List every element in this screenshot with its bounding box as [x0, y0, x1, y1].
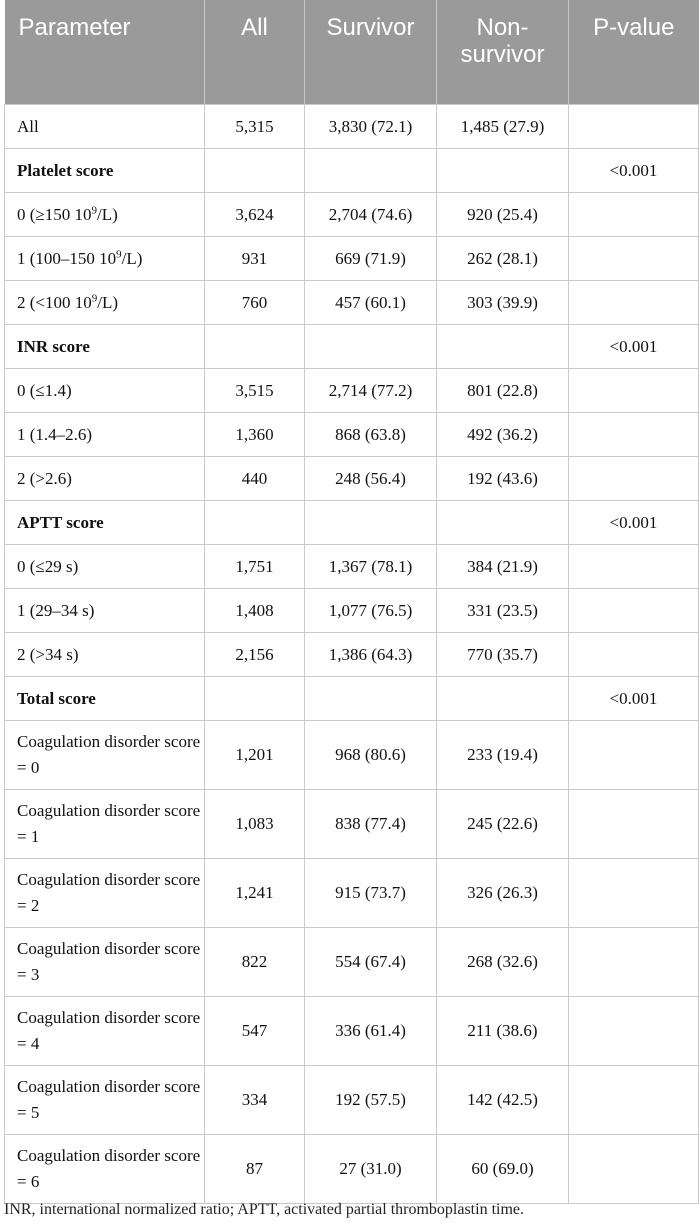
param-cell: 1 (29–34 s)	[5, 589, 205, 633]
param-cell: Coagulation disorder score = 4	[5, 997, 205, 1066]
table-row	[5, 589, 699, 633]
p-value-cell	[569, 105, 699, 149]
survivor-cell: 554 (67.4)	[305, 928, 437, 997]
survivor-cell	[305, 677, 437, 721]
all-cell: 1,201	[205, 721, 305, 790]
section-heading-cell: INR score	[5, 325, 205, 369]
non-survivor-cell	[437, 149, 569, 193]
table-footnote: INR, international normalized ratio; APTT, activated partial thromboplastin time.	[4, 1201, 525, 1218]
p-value-cell	[569, 545, 699, 589]
param-cell: Coagulation disorder score = 0	[5, 721, 205, 790]
table-row	[5, 325, 699, 369]
table-row	[5, 501, 699, 545]
survivor-cell: 1,367 (78.1)	[305, 545, 437, 589]
survivor-cell: 2,714 (77.2)	[305, 369, 437, 413]
non-survivor-cell: 331 (23.5)	[437, 589, 569, 633]
survivor-cell	[305, 149, 437, 193]
all-cell	[205, 149, 305, 193]
survivor-cell: 669 (71.9)	[305, 237, 437, 281]
p-value-cell	[569, 1066, 699, 1135]
non-survivor-cell	[437, 677, 569, 721]
non-survivor-cell: 770 (35.7)	[437, 633, 569, 677]
table-header-row	[5, 0, 699, 105]
param-cell: Coagulation disorder score = 6	[5, 1135, 205, 1204]
table-row	[5, 545, 699, 589]
p-value-cell	[569, 193, 699, 237]
p-value-cell	[569, 928, 699, 997]
survivor-cell: 336 (61.4)	[305, 997, 437, 1066]
param-cell: 1 (100–150 $10^9/L$)	[5, 237, 205, 281]
non-survivor-cell: 1,485 (27.9)	[437, 105, 569, 149]
table-row	[5, 790, 699, 859]
p-value-cell	[569, 633, 699, 677]
header-p-value: P-value	[569, 0, 699, 105]
p-value-cell	[569, 281, 699, 325]
all-cell: 547	[205, 997, 305, 1066]
non-survivor-cell: 384 (21.9)	[437, 545, 569, 589]
param-cell: Coagulation disorder score = 1	[5, 790, 205, 859]
param-cell: 1 (1.4–2.6)	[5, 413, 205, 457]
all-cell: 1,083	[205, 790, 305, 859]
survivor-cell	[305, 325, 437, 369]
param-cell: 2 (>34 s)	[5, 633, 205, 677]
p-value-cell: <0.001	[569, 325, 699, 369]
p-value-cell: <0.001	[569, 677, 699, 721]
table-row	[5, 457, 699, 501]
all-cell: 1,751	[205, 545, 305, 589]
all-cell: 3,624	[205, 193, 305, 237]
header-survivor: Survivor	[305, 0, 437, 105]
table-row	[5, 928, 699, 997]
table-row	[5, 369, 699, 413]
all-cell: 334	[205, 1066, 305, 1135]
header-parameter: Parameter	[5, 0, 205, 105]
all-cell: 87	[205, 1135, 305, 1204]
p-value-cell	[569, 237, 699, 281]
all-cell: 931	[205, 237, 305, 281]
results-table	[4, 0, 699, 1204]
p-value-cell	[569, 997, 699, 1066]
table-row	[5, 105, 699, 149]
non-survivor-cell: 801 (22.8)	[437, 369, 569, 413]
table-row	[5, 677, 699, 721]
survivor-cell: 838 (77.4)	[305, 790, 437, 859]
non-survivor-cell: 262 (28.1)	[437, 237, 569, 281]
non-survivor-cell: 233 (19.4)	[437, 721, 569, 790]
all-cell: 822	[205, 928, 305, 997]
table-row	[5, 997, 699, 1066]
survivor-cell: 457 (60.1)	[305, 281, 437, 325]
table-row	[5, 413, 699, 457]
survivor-cell: 248 (56.4)	[305, 457, 437, 501]
header-all: All	[205, 0, 305, 105]
non-survivor-cell: 920 (25.4)	[437, 193, 569, 237]
p-value-cell	[569, 413, 699, 457]
p-value-cell	[569, 790, 699, 859]
p-value-cell	[569, 457, 699, 501]
survivor-cell: 3,830 (72.1)	[305, 105, 437, 149]
all-cell: 3,515	[205, 369, 305, 413]
survivor-cell: 1,077 (76.5)	[305, 589, 437, 633]
p-value-cell: <0.001	[569, 149, 699, 193]
param-cell: 0 (≥150 $10^9/L$)	[5, 193, 205, 237]
non-survivor-cell: 245 (22.6)	[437, 790, 569, 859]
non-survivor-cell: 211 (38.6)	[437, 997, 569, 1066]
section-heading-cell: APTT score	[5, 501, 205, 545]
all-cell: 440	[205, 457, 305, 501]
all-cell: 2,156	[205, 633, 305, 677]
survivor-cell: 915 (73.7)	[305, 859, 437, 928]
all-cell	[205, 325, 305, 369]
p-value-cell	[569, 859, 699, 928]
survivor-cell: 1,386 (64.3)	[305, 633, 437, 677]
section-heading-cell: Total score	[5, 677, 205, 721]
param-cell: 0 (≤29 s)	[5, 545, 205, 589]
non-survivor-cell	[437, 325, 569, 369]
non-survivor-cell: 60 (69.0)	[437, 1135, 569, 1204]
param-cell: 2 (>2.6)	[5, 457, 205, 501]
p-value-cell	[569, 1135, 699, 1204]
table-row	[5, 1135, 699, 1204]
all-cell	[205, 501, 305, 545]
all-cell: 5,315	[205, 105, 305, 149]
non-survivor-cell: 142 (42.5)	[437, 1066, 569, 1135]
param-cell: All	[5, 105, 205, 149]
param-cell: 2 (<100 $10^9/L$)	[5, 281, 205, 325]
non-survivor-cell	[437, 501, 569, 545]
non-survivor-cell: 268 (32.6)	[437, 928, 569, 997]
table-row	[5, 633, 699, 677]
p-value-cell: <0.001	[569, 501, 699, 545]
non-survivor-cell: 326 (26.3)	[437, 859, 569, 928]
param-cell: 0 (≤1.4)	[5, 369, 205, 413]
non-survivor-cell: 192 (43.6)	[437, 457, 569, 501]
table-row	[5, 281, 699, 325]
non-survivor-cell: 303 (39.9)	[437, 281, 569, 325]
survivor-cell: 968 (80.6)	[305, 721, 437, 790]
survivor-cell: 27 (31.0)	[305, 1135, 437, 1204]
all-cell: 760	[205, 281, 305, 325]
non-survivor-cell: 492 (36.2)	[437, 413, 569, 457]
all-cell	[205, 677, 305, 721]
param-cell: Coagulation disorder score = 2	[5, 859, 205, 928]
all-cell: 1,408	[205, 589, 305, 633]
survivor-cell: 2,704 (74.6)	[305, 193, 437, 237]
header-non-survivor: Non-survivor	[437, 0, 569, 105]
table-row	[5, 193, 699, 237]
table-row	[5, 237, 699, 281]
p-value-cell	[569, 589, 699, 633]
survivor-cell: 192 (57.5)	[305, 1066, 437, 1135]
table-row	[5, 1066, 699, 1135]
p-value-cell	[569, 721, 699, 790]
all-cell: 1,360	[205, 413, 305, 457]
param-cell: Coagulation disorder score = 5	[5, 1066, 205, 1135]
p-value-cell	[569, 369, 699, 413]
all-cell: 1,241	[205, 859, 305, 928]
table-row	[5, 149, 699, 193]
survivor-cell	[305, 501, 437, 545]
table-row	[5, 721, 699, 790]
table-row	[5, 859, 699, 928]
section-heading-cell: Platelet score	[5, 149, 205, 193]
param-cell: Coagulation disorder score = 3	[5, 928, 205, 997]
survivor-cell: 868 (63.8)	[305, 413, 437, 457]
